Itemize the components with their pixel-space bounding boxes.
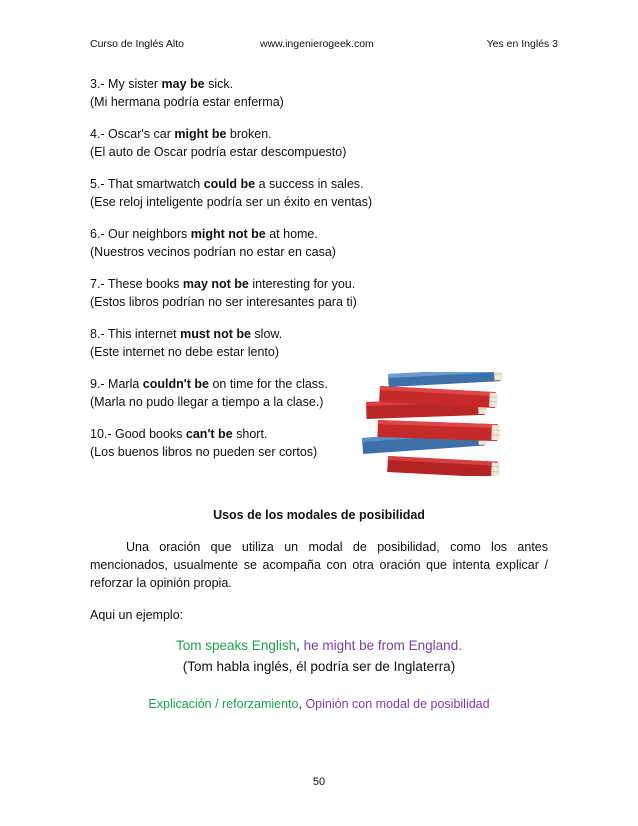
demo-translation: (Tom habla inglés, él podría ser de Inglaterra) — [182, 659, 456, 674]
example-sentence: 7.- These books may not be interesting for you. — [90, 277, 356, 291]
example-item — [90, 376, 390, 411]
page-header — [90, 38, 558, 54]
example-translation: (Estos libros podrían no ser interesantes para ti) — [90, 294, 357, 309]
modal-phrase: may not be — [182, 277, 249, 291]
example-intro: Aqui un ejemplo: — [90, 608, 184, 622]
demo-explanation: Tom speaks English — [176, 638, 297, 653]
modal-phrase: must not be — [180, 327, 251, 341]
example-translation: (Ese reloj inteligente podría ser un éxito en ventas) — [90, 194, 373, 209]
example-translation: (Mi hermana podría estar enferma) — [90, 94, 284, 109]
example-item — [90, 226, 390, 261]
example-item — [90, 76, 390, 111]
example-sentence: 4.- Oscar's car might be broken. — [90, 127, 272, 141]
header-course-title: Curso de Inglés Alto — [90, 38, 184, 50]
modal-phrase: couldn't be — [142, 377, 209, 391]
example-sentence: 9.- Marla couldn't be on time for the class. — [90, 377, 328, 391]
legend-opinion: Opinión con modal de posibilidad — [305, 697, 490, 711]
header-website-link[interactable]: www.ingenierogeek.com — [260, 38, 374, 50]
example-item — [90, 326, 390, 361]
example-translation: (Marla no pudo llegar a tiempo a la clase.) — [90, 394, 324, 409]
examples-list — [90, 76, 390, 476]
modal-phrase: can't be — [185, 427, 233, 441]
example-sentence: 6.- Our neighbors might not be at home. — [90, 227, 318, 241]
example-translation: (Este internet no debe estar lento) — [90, 344, 280, 359]
section-paragraph: Una oración que utiliza un modal de posibilidad, como los antes mencionados, usualmente se acompaña con otra oración que intenta explicar / reforzar la opinión propia. — [90, 540, 548, 590]
stack-of-books-icon — [358, 372, 528, 476]
demo-legend: Explicación / reforzamiento, Opinión con modal de posibilidad — [148, 697, 490, 711]
example-translation: (Nuestros vecinos podrían no estar en casa) — [90, 244, 336, 259]
legend-explanation: Explicación / reforzamiento — [148, 697, 299, 711]
example-sentence: 8.- This internet must not be slow. — [90, 327, 283, 341]
example-item — [90, 176, 390, 211]
demo-opinion: he might be from England. — [303, 638, 462, 653]
example-sentence: 5.- That smartwatch could be a success in sales. — [90, 177, 364, 191]
page-number: 50 — [312, 776, 326, 788]
modal-phrase: may be — [161, 77, 205, 91]
example-translation: (El auto de Oscar podría estar descompuesto) — [90, 144, 347, 159]
example-sentence: 10.- Good books can't be short. — [90, 427, 268, 441]
example-translation: (Los buenos libros no pueden ser cortos) — [90, 444, 318, 459]
example-item — [90, 126, 390, 161]
modal-phrase: might not be — [190, 227, 266, 241]
section-title: Usos de los modales de posibilidad — [213, 508, 425, 522]
demo-sentence: Tom speaks English, he might be from England. — [176, 638, 462, 653]
modal-phrase: might be — [174, 127, 227, 141]
example-item — [90, 276, 390, 311]
header-book-title: Yes en Inglés 3 — [486, 38, 558, 50]
example-item — [90, 426, 390, 461]
modal-phrase: could be — [203, 177, 256, 191]
example-sentence: 3.- My sister may be sick. — [90, 77, 234, 91]
